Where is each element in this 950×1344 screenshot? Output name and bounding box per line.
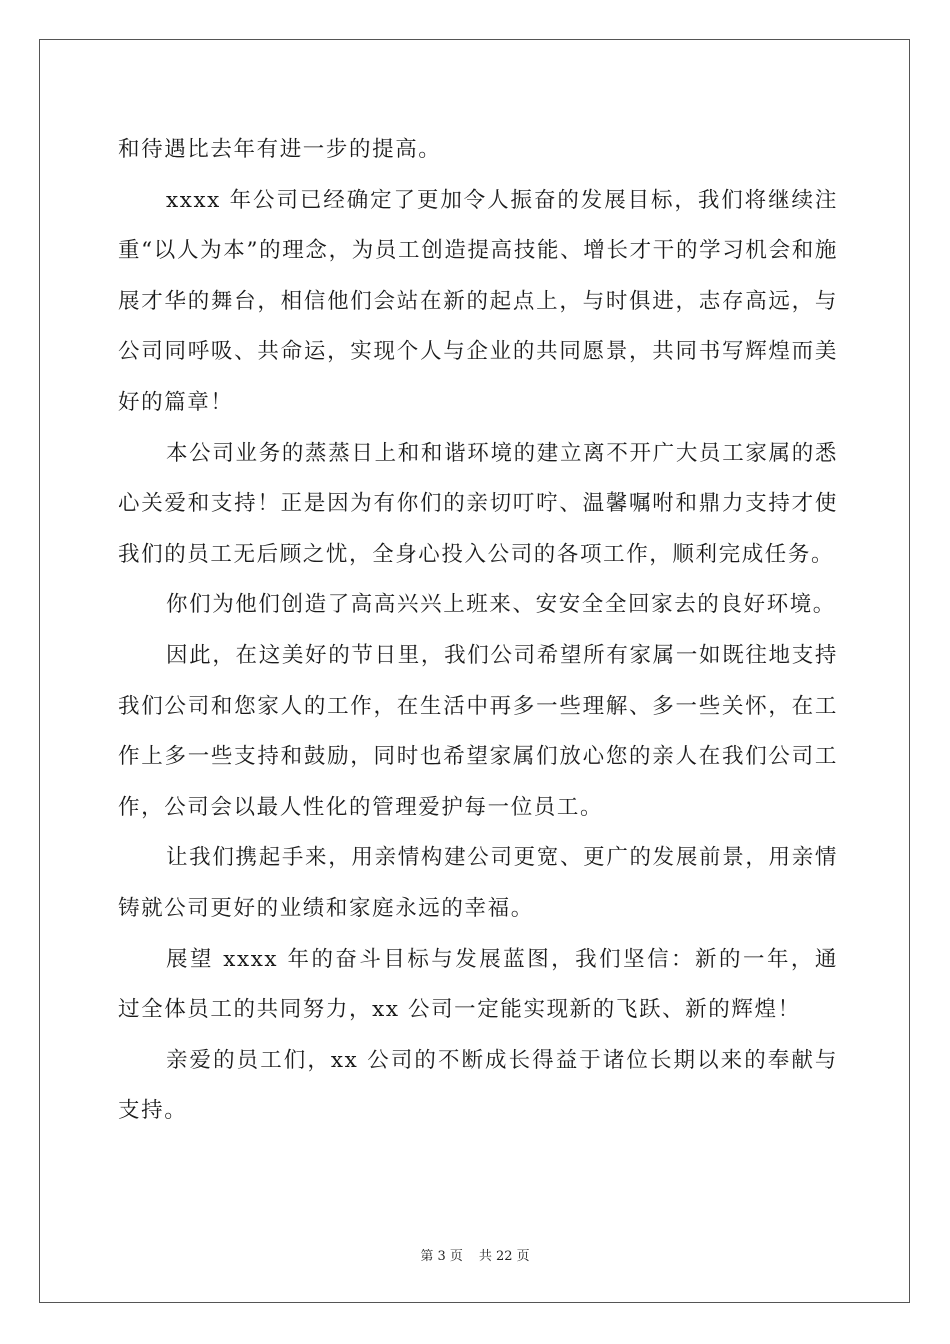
- paragraph-6: 让我们携起手来，用亲情构建公司更宽、更广的发展前景，用亲情铸就公司更好的业绩和家庭永远的幸福。: [118, 845, 838, 921]
- paragraph-3: 本公司业务的蒸蒸日上和和谐环境的建立离不开广大员工家属的悉心关爱和支持！正是因为有你们的亲切叮咛、温馨嘱咐和鼎力支持才使我们的员工无后顾之忧，全身心投入公司的各项工作，顺利完成任务。: [118, 440, 838, 567]
- paragraph-2: xxxx 年公司已经确定了更加令人振奋的发展目标，我们将继续注重“以人为本”的理念，为员工创造提高技能、增长才干的学习机会和施展才华的舞台，相信他们会站在新的起点上，与时俱进，志存高远，与公司同呼吸、共命运，实现个人与企业的共同愿景，共同书写辉煌而美好的篇章！: [118, 187, 838, 415]
- paragraph-1: 和待遇比去年有进一步的提高。: [118, 137, 442, 162]
- paragraph-7: 展望 xxxx 年的奋斗目标与发展蓝图，我们坚信：新的一年，通过全体员工的共同努力，xx 公司一定能实现新的飞跃、新的辉煌！: [118, 946, 838, 1023]
- paragraph-4: 你们为他们创造了高高兴兴上班来、安安全全回家去的良好环境。: [166, 592, 836, 618]
- paragraph-5: 因此，在这美好的节日里，我们公司希望所有家属一如既往地支持我们公司和您家人的工作，在生活中再多一些理解、多一些关怀，在工作上多一些支持和鼓励，同时也希望家属们放心您的亲人在我们公司工作，公司会以最人性化的管理爱护每一位员工。: [118, 642, 838, 820]
- page-footer: [0, 1248, 950, 1266]
- page-total: 共 22 页: [478, 1249, 530, 1264]
- paragraph-8: 亲爱的员工们，xx 公司的不断成长得益于诸位长期以来的奉献与支持。: [118, 1047, 838, 1124]
- document-body: [118, 125, 838, 1137]
- page-number: 第 3 页: [420, 1249, 463, 1264]
